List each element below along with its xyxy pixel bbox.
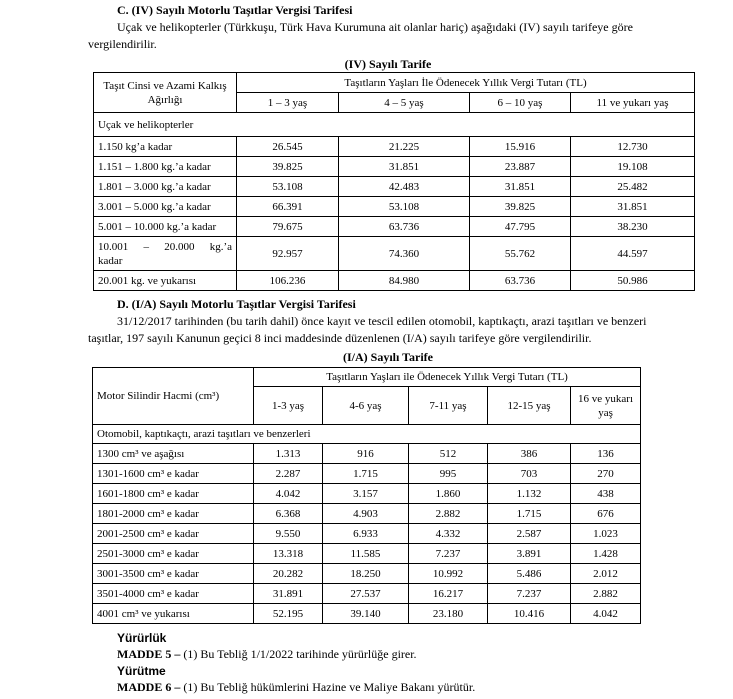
table-row [93,564,641,584]
table-ia-head-age: 12-15 yaş [488,387,571,425]
section-c-para-line1: Uçak ve helikopterler (Türkkuşu, Türk Hava Kurumuna ait olanlar hariç) aşağıdaki (IV) sayılı tarifeye göre [117,20,633,34]
row-label-line2: kadar [98,254,123,267]
cell: 53.108 [237,177,339,197]
cell: 3.891 [488,544,571,564]
row-label: 1801-2000 cm³ e kadar [93,504,254,524]
table-ia-head-age: 7-11 yaş [409,387,488,425]
cell: 3.157 [323,484,409,504]
madde-5-label: MADDE 5 – [117,647,181,661]
cell: 4.332 [409,524,488,544]
section-d-heading: D. (I/A) Sayılı Motorlu Taşıtlar Vergisi Tarifesi [117,297,356,311]
cell: 7.237 [409,544,488,564]
cell: 42.483 [339,177,470,197]
table-row [94,237,695,271]
table-ia-head-age: 4-6 yaş [323,387,409,425]
table-row [93,504,641,524]
cell: 676 [571,504,641,524]
cell: 2.012 [571,564,641,584]
table-iv-group-row: Uçak ve helikopterler [94,113,695,137]
cell: 7.237 [488,584,571,604]
cell: 703 [488,464,571,484]
cell: 92.957 [237,237,339,271]
table-iv-head-age: 1 – 3 yaş [237,93,339,113]
cell: 39.825 [470,197,571,217]
cell: 10.416 [488,604,571,624]
table-ia-group-row: Otomobil, kaptıkaçtı, arazi taşıtları ve benzerleri [93,425,641,444]
row-label: 1.801 – 3.000 kg.’a kadar [94,177,237,197]
cell: 995 [409,464,488,484]
cell: 1.715 [488,504,571,524]
yururluk-title: Yürürlük [117,631,167,645]
cell: 63.736 [339,217,470,237]
cell: 23.180 [409,604,488,624]
section-d-para-line2: taşıtlar, 197 sayılı Kanunun geçici 8 inci maddesinde düzenlenen (I/A) sayılı tarifeye göre vergilendirilir. [88,331,592,345]
section-d-para-line1: 31/12/2017 tarihinden (bu tarih dahil) önce kayıt ve tescil edilen otomobil, kaptıkaçtı, arazi taşıtları ve benzeri [117,314,647,328]
table-row [93,544,641,564]
cell: 1.132 [488,484,571,504]
row-label: 1601-1800 cm³ e kadar [93,484,254,504]
madde-5-text: (1) Bu Tebliğ 1/1/2022 tarihinde yürürlüğe girer. [180,647,417,661]
cell: 31.851 [571,197,695,217]
table-ia-head-group: Taşıtların Yaşları ile Ödenecek Yıllık Vergi Tutarı (TL) [254,368,641,387]
table-iv-caption: (IV) Sayılı Tarife [344,57,432,71]
table-iv-head-age: 11 ve yukarı yaş [571,93,695,113]
row-label: 1301-1600 cm³ e kadar [93,464,254,484]
cell: 38.230 [571,217,695,237]
cell: 12.730 [571,137,695,157]
cell: 31.851 [470,177,571,197]
tariff-iv-table [93,72,695,291]
section-c-heading: C. (IV) Sayılı Motorlu Taşıtlar Vergisi Tarifesi [117,3,353,17]
table-ia-caption: (I/A) Sayılı Tarife [342,350,433,364]
table-row [94,137,695,157]
cell: 25.482 [571,177,695,197]
age-last-line1: 16 ve yukarı [578,392,634,405]
cell: 512 [409,444,488,464]
cell: 2.287 [254,464,323,484]
row-label: 1300 cm³ ve aşağısı [93,444,254,464]
cell: 20.282 [254,564,323,584]
cell: 31.851 [339,157,470,177]
cell: 16.217 [409,584,488,604]
cell: 27.537 [323,584,409,604]
cell: 23.887 [470,157,571,177]
cell: 9.550 [254,524,323,544]
cell: 5.486 [488,564,571,584]
cell: 74.360 [339,237,470,271]
table-row [94,157,695,177]
cell: 55.762 [470,237,571,271]
cell: 2.882 [571,584,641,604]
cell: 63.736 [470,271,571,291]
table-row [94,177,695,197]
cell: 1.023 [571,524,641,544]
cell: 438 [571,484,641,504]
cell: 2.587 [488,524,571,544]
table-row [94,217,695,237]
madde-5 [117,646,417,662]
cell: 2.882 [409,504,488,524]
cell: 11.585 [323,544,409,564]
cell: 47.795 [470,217,571,237]
row-label: 5.001 – 10.000 kg.’a kadar [94,217,237,237]
cell: 136 [571,444,641,464]
cell: 39.825 [237,157,339,177]
cell: 6.933 [323,524,409,544]
cell: 1.715 [323,464,409,484]
madde-6-label: MADDE 6 – [117,680,181,694]
cell: 50.986 [571,271,695,291]
row-label [94,237,237,271]
table-iv-head-age: 6 – 10 yaş [470,93,571,113]
row-label: 2501-3000 cm³ e kadar [93,544,254,564]
cell: 31.891 [254,584,323,604]
cell: 916 [323,444,409,464]
table-iv-head-group: Taşıtların Yaşları İle Ödenecek Yıllık Vergi Tutarı (TL) [237,73,695,93]
cell: 18.250 [323,564,409,584]
yurutme-title: Yürütme [117,664,166,678]
cell: 6.368 [254,504,323,524]
table-iv-head-age: 4 – 5 yaş [339,93,470,113]
cell: 1.313 [254,444,323,464]
madde-6 [117,679,475,695]
cell: 4.903 [323,504,409,524]
cell: 1.428 [571,544,641,564]
cell: 26.545 [237,137,339,157]
table-row [93,444,641,464]
table-iv-head-vehicle: Taşıt Cinsi ve Azami Kalkış Ağırlığı [94,73,237,113]
table-row [93,604,641,624]
table-row [93,484,641,504]
row-label: 3001-3500 cm³ e kadar [93,564,254,584]
row-label: 3501-4000 cm³ e kadar [93,584,254,604]
table-ia-head-age [571,387,641,425]
cell: 19.108 [571,157,695,177]
row-label: 1.150 kg’a kadar [94,137,237,157]
section-c-para-line2: vergilendirilir. [88,37,157,51]
cell: 84.980 [339,271,470,291]
cell: 1.860 [409,484,488,504]
row-label: 2001-2500 cm³ e kadar [93,524,254,544]
cell: 15.916 [470,137,571,157]
table-row [94,271,695,291]
cell: 270 [571,464,641,484]
table-row [93,464,641,484]
table-row [93,584,641,604]
cell: 10.992 [409,564,488,584]
cell: 44.597 [571,237,695,271]
table-row [93,524,641,544]
cell: 53.108 [339,197,470,217]
cell: 79.675 [237,217,339,237]
cell: 4.042 [571,604,641,624]
table-row [94,197,695,217]
row-label: 1.151 – 1.800 kg.’a kadar [94,157,237,177]
row-label: 4001 cm³ ve yukarısı [93,604,254,624]
cell: 386 [488,444,571,464]
cell: 13.318 [254,544,323,564]
cell: 52.195 [254,604,323,624]
row-label: 3.001 – 5.000 kg.’a kadar [94,197,237,217]
cell: 39.140 [323,604,409,624]
cell: 66.391 [237,197,339,217]
age-last-line2: yaş [598,406,613,419]
tariff-ia-table [92,367,641,624]
table-ia-head-engine: Motor Silindir Hacmi (cm³) [93,368,254,425]
row-label-line1: 10.001 – 20.000 kg.’a [98,240,232,253]
cell: 21.225 [339,137,470,157]
table-ia-head-age: 1-3 yaş [254,387,323,425]
row-label: 20.001 kg. ve yukarısı [94,271,237,291]
cell: 106.236 [237,271,339,291]
cell: 4.042 [254,484,323,504]
madde-6-text: (1) Bu Tebliğ hükümlerini Hazine ve Maliye Bakanı yürütür. [180,680,476,694]
